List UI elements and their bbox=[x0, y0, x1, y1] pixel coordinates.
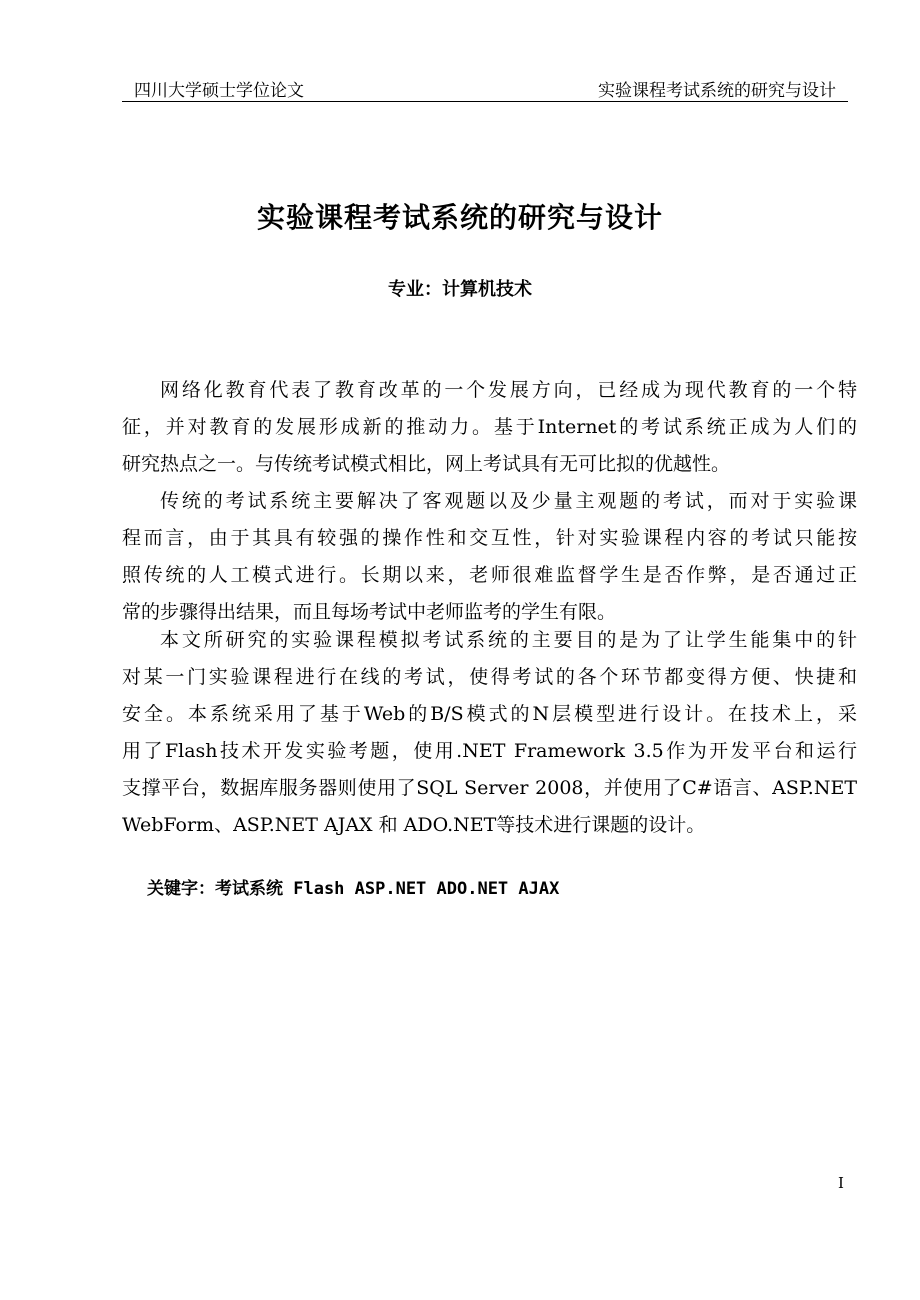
text-line: 传统的考试系统主要解决了客观题以及少量主观题的考试，而对于实验课 bbox=[160, 490, 857, 512]
text-line: WebForm、ASP.NET AJAX 和 ADO.NET等技术进行课题的设计。 bbox=[122, 814, 706, 836]
text-line: 网络化教育代表了教育改革的一个发展方向，已经成为现代教育的一个特 bbox=[160, 379, 857, 401]
paper-title: 实验课程考试系统的研究与设计 bbox=[256, 201, 663, 234]
abstract-paragraph-2 bbox=[122, 483, 857, 631]
major-line: 专业：计算机技术 bbox=[388, 279, 532, 300]
text-line: 常的步骤得出结果，而且每场考试中老师监考的学生有限。 bbox=[122, 601, 617, 623]
text-line: 照传统的人工模式进行。长期以来，老师很难监督学生是否作弊，是否通过正 bbox=[122, 564, 857, 586]
header-thesis-type: 四川大学硕士学位论文 bbox=[134, 81, 304, 101]
keywords: 关键字：考试系统 Flash ASP.NET ADO.NET AJAX bbox=[147, 879, 560, 899]
text-line: 程而言，由于其具有较强的操作性和交互性，针对实验课程内容的考试只能按 bbox=[122, 527, 857, 549]
text-line: 安全。本系统采用了基于Web的B/S模式的N层模型进行设计。在技术上，采 bbox=[122, 703, 857, 725]
text-line: 用了Flash技术开发实验考题，使用.NET Framework 3.5作为开发平台和运行 bbox=[122, 740, 857, 762]
text-line: 研究热点之一。与传统考试模式相比，网上考试具有无可比拟的优越性。 bbox=[122, 453, 731, 475]
text-line: 支撑平台，数据库服务器则使用了SQL Server 2008，并使用了C#语言、ASP.NET bbox=[122, 777, 857, 799]
abstract-paragraph-1 bbox=[122, 372, 857, 483]
page-number: I bbox=[838, 1174, 844, 1192]
running-header bbox=[122, 74, 848, 102]
text-line: 对某一门实验课程进行在线的考试，使得考试的各个环节都变得方便、快捷和 bbox=[122, 666, 857, 688]
abstract-paragraph-3 bbox=[122, 622, 857, 844]
text-line: 征，并对教育的发展形成新的推动力。基于Internet的考试系统正成为人们的 bbox=[122, 416, 857, 438]
header-thesis-title: 实验课程考试系统的研究与设计 bbox=[598, 81, 836, 101]
text-line: 本文所研究的实验课程模拟考试系统的主要目的是为了让学生能集中的针 bbox=[160, 629, 857, 651]
